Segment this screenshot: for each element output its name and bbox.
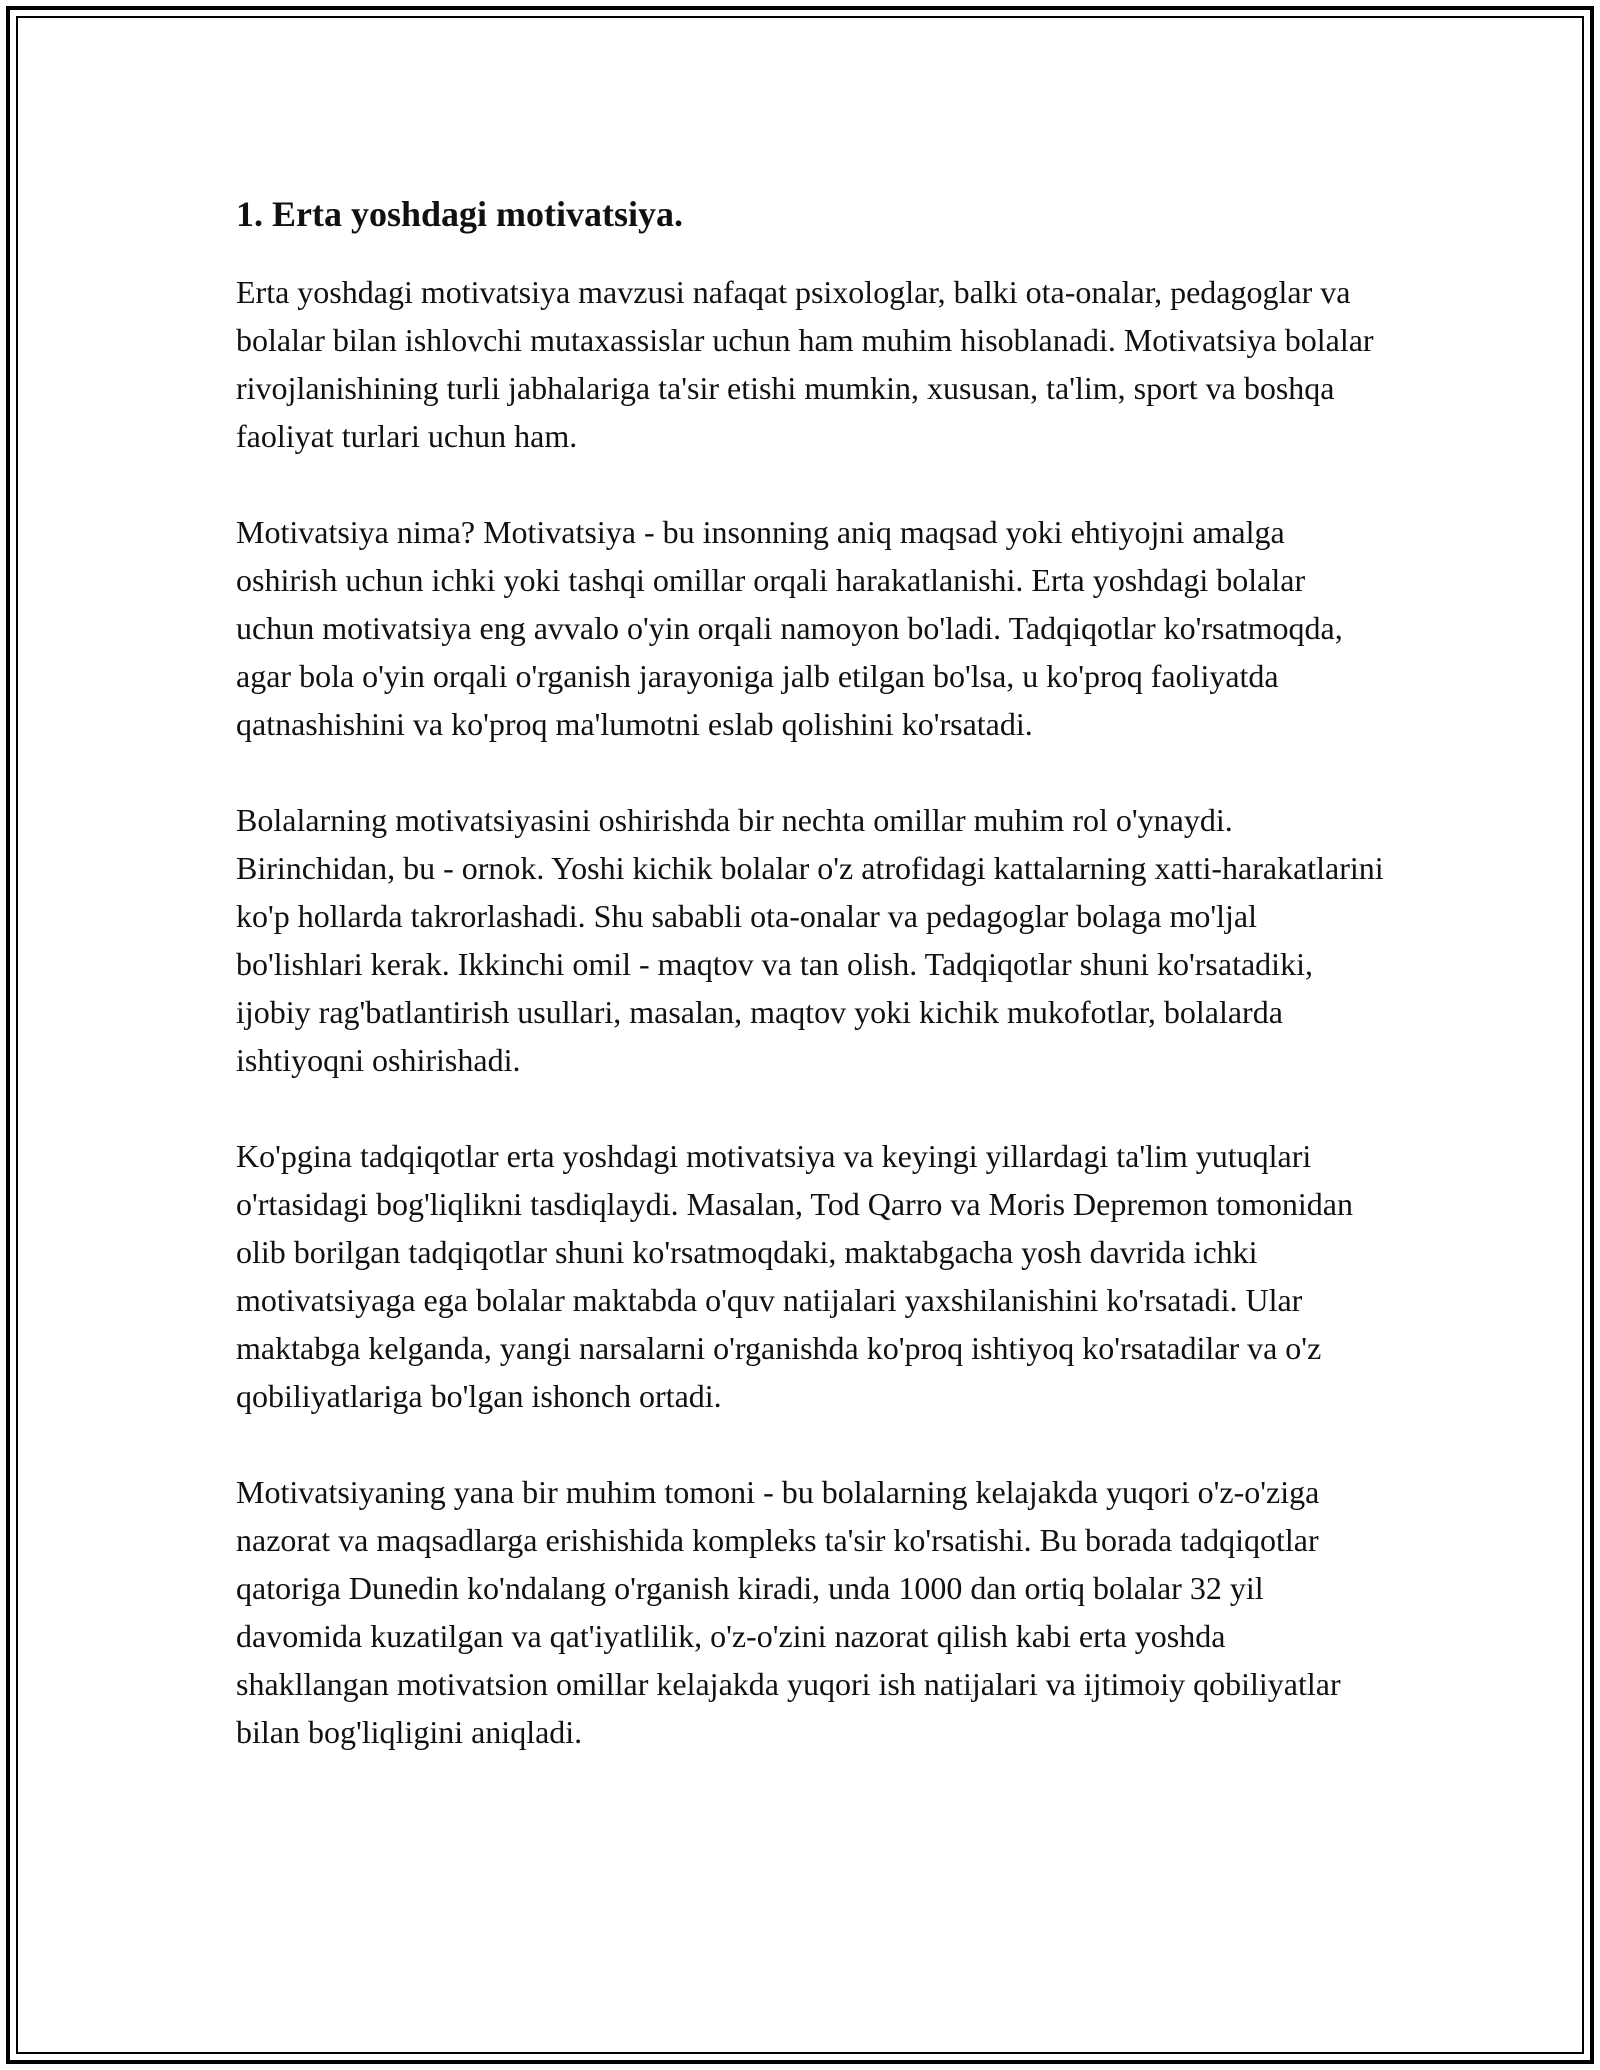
paragraph-factors: Bolalarning motivatsiyasini oshirishda bir nechta omillar muhim rol o'ynaydi. Birinchidan, bu - ornok. Yoshi kichik bolalar o'z atrofidagi kattalarning xatti-harakatlarini ko'p hollarda takrorlashadi. Shu sababli ota-onalar va pedagoglar bolaga mo'ljal bo'lishlari kerak. Ikkinchi omil - maqtov va tan olish. Tadqiqotlar shuni ko'rsatadiki, ijobiy rag'batlantirish usullari, masalan, maqtov yoki kichik mukofotlar, bolalarda ishtiyoqni oshirishadi. bbox=[236, 802, 1384, 1078]
paragraph-research: Ko'pgina tadqiqotlar erta yoshdagi motivatsiya va keyingi yillardagi ta'lim yutuqlari o'rtasidagi bog'liqlikni tasdiqlaydi. Masalan, Tod Qarro va Moris Depremon tomonidan olib borilgan tadqiqotlar shuni ko'rsatmoqdaki, maktabgacha yosh davrida ichki motivatsiyaga ega bolalar maktabda o'quv natijalari yaxshilanishini ko'rsatadi. Ular maktabga kelganda, yangi narsalarni o'rganishda ko'proq ishtiyoq ko'rsatadilar va o'z qobiliyatlariga bo'lgan ishonch ortadi. bbox=[236, 1138, 1353, 1414]
section-heading: 1. Erta yoshdagi motivatsiya. bbox=[236, 194, 684, 234]
document-body bbox=[236, 190, 1386, 1804]
paragraph-dunedin: Motivatsiyaning yana bir muhim tomoni - bu bolalarning kelajakda yuqori o'z-o'ziga nazorat va maqsadlarga erishishida kompleks ta'sir ko'rsatishi. Bu borada tadqiqotlar qatoriga Dunedin ko'ndalang o'rganish kiradi, unda 1000 dan ortiq bolalar 32 yil davomida kuzatilgan va qat'iyatlilik, o'z-o'zini nazorat qilish kabi erta yoshda shakllangan motivatsion omillar kelajakda yuqori ish natijalari va ijtimoiy qobiliyatlar bilan bog'liqligini aniqladi. bbox=[236, 1474, 1341, 1750]
paragraph-intro: Erta yoshdagi motivatsiya mavzusi nafaqat psixologlar, balki ota-onalar, pedagoglar va bolalar bilan ishlovchi mutaxassislar uchun ham muhim hisoblanadi. Motivatsiya bolalar rivojlanishining turli jabhalariga ta'sir etishi mumkin, xususan, ta'lim, sport va boshqa faoliyat turlari uchun ham. bbox=[236, 274, 1374, 454]
paragraph-definition: Motivatsiya nima? Motivatsiya - bu insonning aniq maqsad yoki ehtiyojni amalga oshirish uchun ichki yoki tashqi omillar orqali harakatlanishi. Erta yoshdagi bolalar uchun motivatsiya eng avvalo o'yin orqali namoyon bo'ladi. Tadqiqotlar ko'rsatmoqda, agar bola o'yin orqali o'rganish jarayoniga jalb etilgan bo'lsa, u ko'proq faoliyatda qatnashishini va ko'proq ma'lumotni eslab qolishini ko'rsatadi. bbox=[236, 514, 1343, 742]
